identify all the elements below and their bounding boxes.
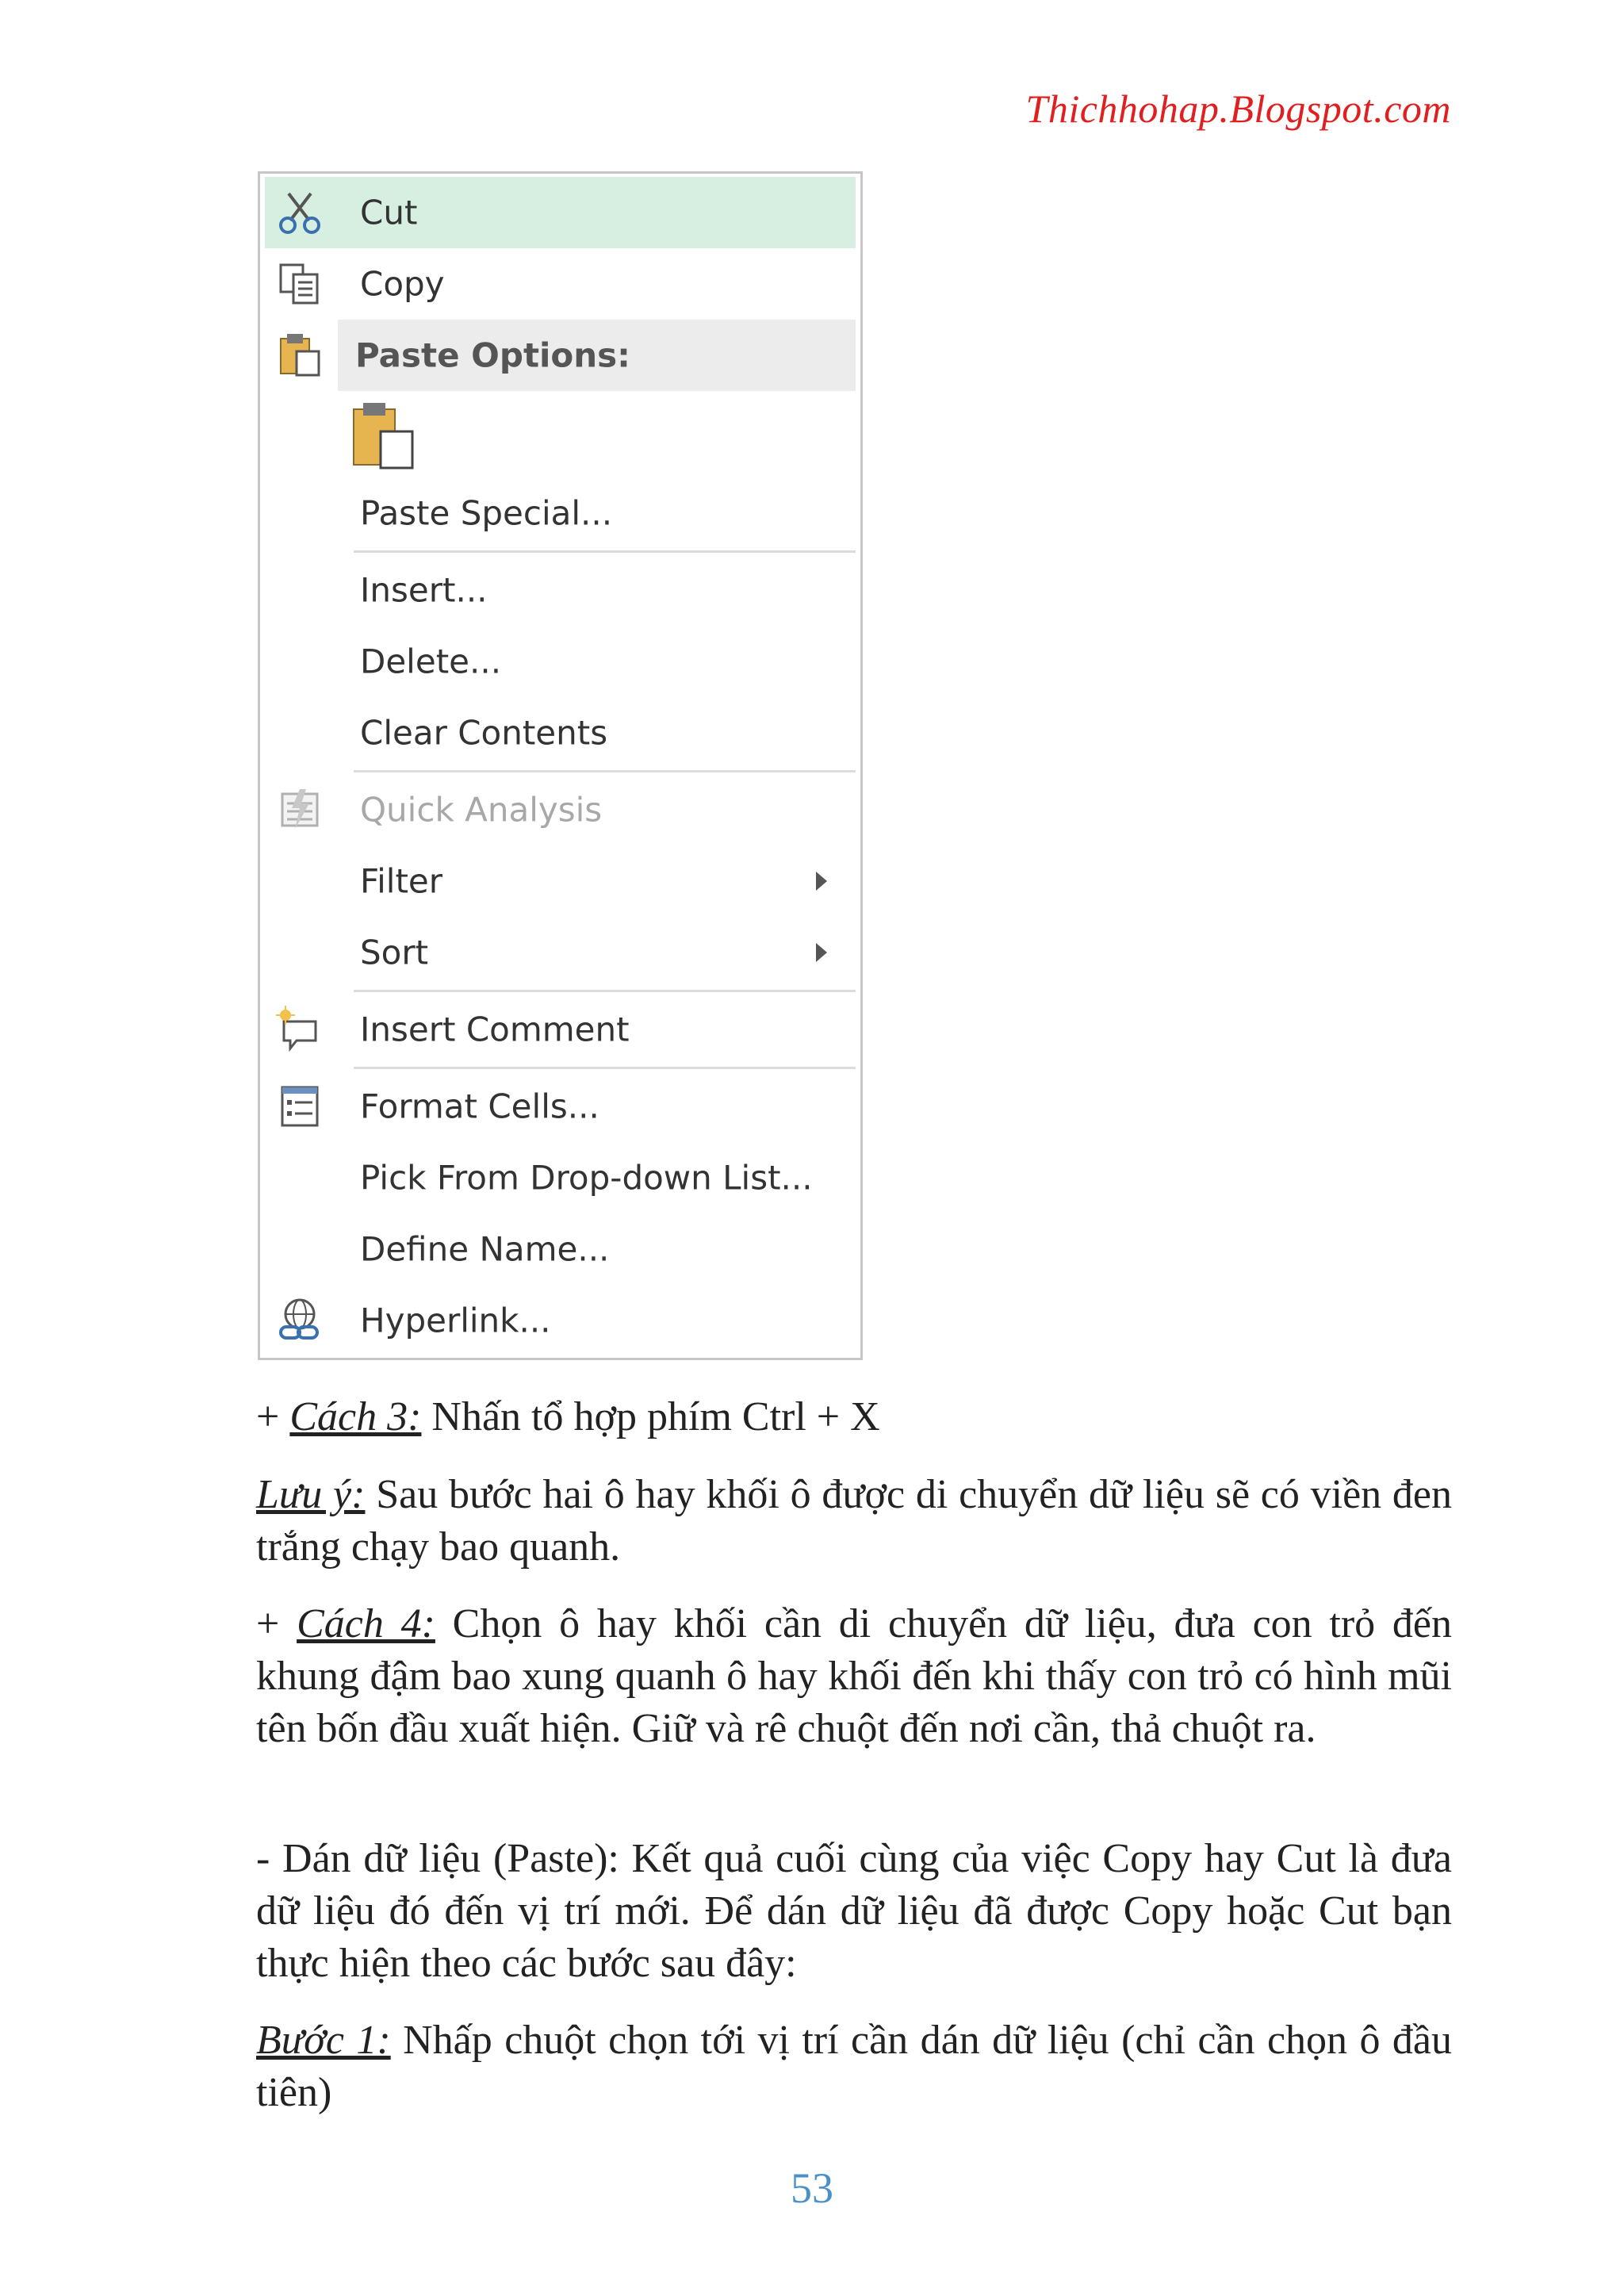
menu-separator [354, 1067, 856, 1069]
define-name-label: Define Name... [360, 1229, 610, 1269]
menu-item-format-cells[interactable] [265, 1071, 856, 1142]
site-watermark: Thichhohap.Blogspot.com [1025, 86, 1451, 131]
paragraph-text: Chọn ô hay khối cần di chuyển dữ liệu, đưa con trỏ đến khung đậm bao xung quanh ô hay khối đến khi thấy con trỏ có hình mũi tên bốn đầu xuất hiện. Giữ và rê chuột đến nơi cần, thả chuột ra. [256, 1601, 1452, 1751]
menu-item-quick-analysis [265, 774, 856, 845]
paragraph-luu-y [256, 1469, 1452, 1573]
paragraph-buoc-1 [256, 2014, 1452, 2119]
paragraph-dan-du-lieu [256, 1833, 1452, 1990]
paste-clipboard-icon[interactable] [349, 400, 420, 471]
menu-separator [354, 770, 856, 772]
menu-item-pick-from-list[interactable] [265, 1142, 856, 1213]
menu-item-insert[interactable] [265, 554, 856, 626]
menu-separator [354, 990, 856, 992]
format-cells-icon [276, 1083, 324, 1130]
quick-analysis-icon [276, 786, 324, 834]
filter-label: Filter [360, 861, 443, 901]
paste-options-label: Paste Options: [355, 335, 630, 375]
paragraph-cach-3 [256, 1391, 1452, 1443]
page-number: 53 [791, 2164, 833, 2212]
menu-item-filter[interactable] [265, 845, 856, 917]
copy-label: Copy [360, 264, 445, 304]
paragraph-lead: Cách 3: [289, 1394, 422, 1439]
paste-special-label: Paste Special... [360, 493, 613, 533]
bullet-prefix: + [256, 1601, 297, 1646]
context-menu [258, 171, 863, 1360]
paragraph-text: - Dán dữ liệu (Paste): Kết quả cuối cùng của việc Copy hay Cut là đưa dữ liệu đó đến vị trí mới. Để dán dữ liệu đã được Copy hoặc Cut bạn thực hiện theo các bước sau đây: [256, 1836, 1452, 1986]
paragraph-lead: Cách 4: [297, 1601, 435, 1646]
paragraph-text: Nhấn tổ hợp phím Ctrl + X [421, 1394, 880, 1439]
insert-comment-icon [276, 1006, 324, 1053]
menu-item-cut[interactable] [265, 177, 856, 248]
scissors-icon [276, 189, 324, 236]
clear-contents-label: Clear Contents [360, 713, 608, 753]
paragraph-text: Nhấp chuột chọn tới vị trí cần dán dữ liệu (chỉ cần chọn ô đầu tiên) [256, 2018, 1452, 2115]
format-cells-label: Format Cells... [360, 1087, 599, 1126]
paste-icon [276, 331, 324, 378]
insert-comment-label: Insert Comment [360, 1010, 630, 1049]
menu-item-paste-special[interactable] [265, 477, 856, 549]
paste-options-header [338, 320, 856, 391]
paragraph-cach-4 [256, 1598, 1452, 1755]
menu-item-hyperlink[interactable] [265, 1285, 856, 1356]
insert-label: Insert... [360, 570, 488, 610]
paragraph-text: Sau bước hai ô hay khối ô được di chuyển dữ liệu sẽ có viền đen trắng chạy bao quanh. [256, 1472, 1452, 1570]
menu-item-insert-comment[interactable] [265, 994, 856, 1065]
menu-separator [354, 550, 856, 553]
copy-icon [276, 260, 324, 308]
hyperlink-label: Hyperlink... [360, 1301, 551, 1340]
paragraph-lead: Bước 1: [256, 2018, 391, 2063]
hyperlink-icon [276, 1297, 324, 1344]
sort-label: Sort [360, 933, 429, 972]
menu-item-copy[interactable] [265, 248, 856, 320]
submenu-arrow-icon [816, 943, 827, 962]
submenu-arrow-icon [816, 872, 827, 891]
menu-item-sort[interactable] [265, 917, 856, 988]
paragraph-lead: Lưu ý: [256, 1472, 366, 1517]
cut-label: Cut [360, 193, 418, 232]
quick-analysis-label: Quick Analysis [360, 790, 603, 830]
bullet-prefix: + [256, 1394, 290, 1439]
menu-item-define-name[interactable] [265, 1213, 856, 1285]
menu-item-clear-contents[interactable] [265, 697, 856, 769]
delete-label: Delete... [360, 642, 502, 681]
menu-item-delete[interactable] [265, 626, 856, 697]
pick-from-list-label: Pick From Drop-down List... [360, 1158, 813, 1198]
